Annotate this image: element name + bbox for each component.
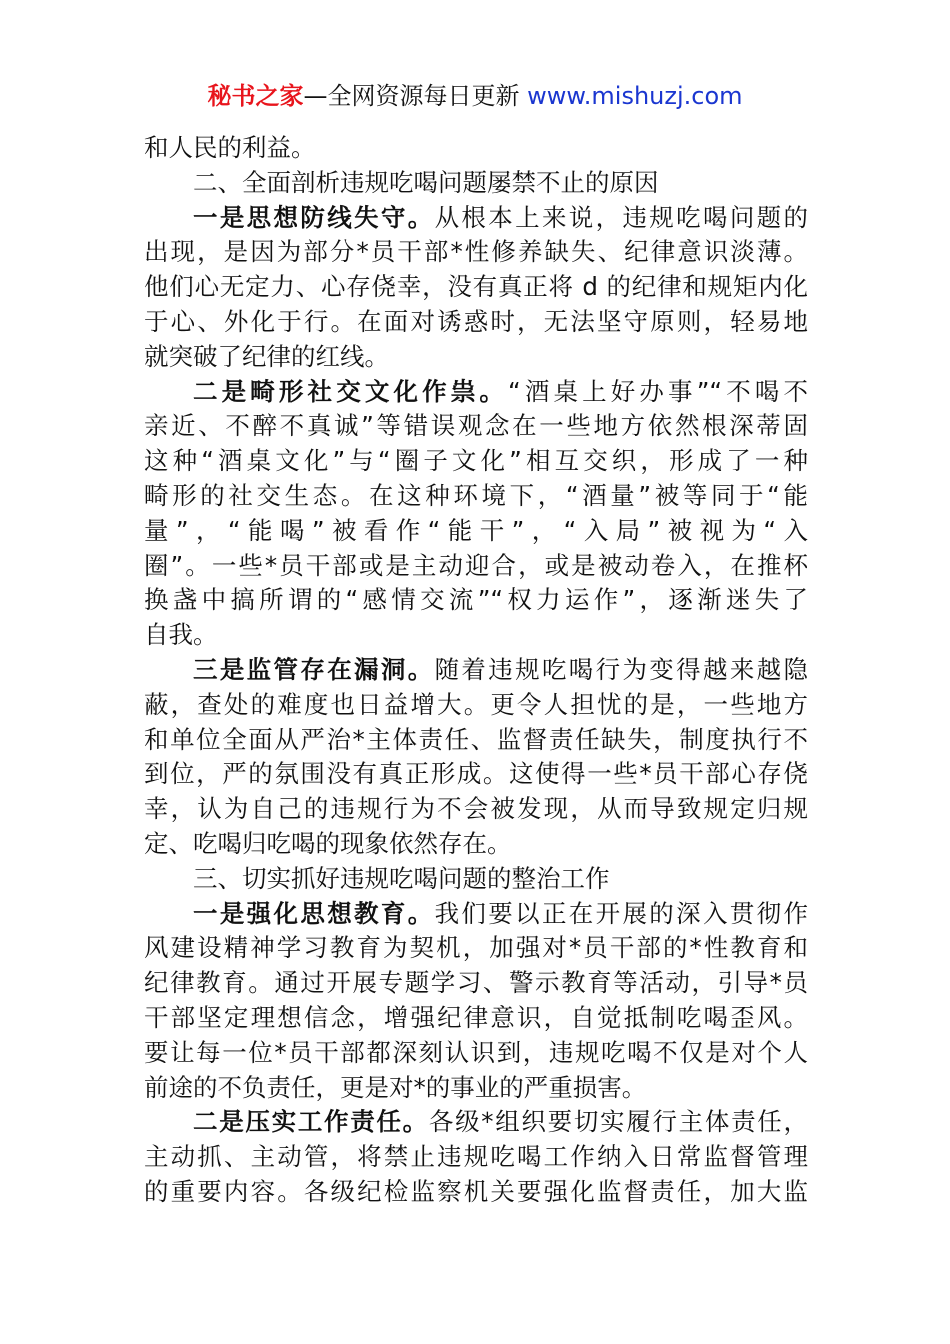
section-heading: 二、全面剖析违规吃喝问题屡禁不止的原因 [193,167,659,197]
paragraph-line: 二是压实工作责任。各级*组织要切实履行主体责任， [193,1107,808,1137]
paragraph-line: 定、吃喝归吃喝的现象依然存在。 [144,828,512,858]
lead-phrase: 一是思想防线失守。 [193,202,435,232]
document-body [144,131,808,1210]
paragraph-line: 风建设精神学习教育为契机，加强对*员干部的*性教育和 [144,933,808,963]
section-heading: 三、切实抓好违规吃喝问题的整治工作 [193,863,610,893]
paragraph-line: 换盏中搞所谓的“感情交流”“权力运作”，逐渐迷失了 [144,585,808,615]
paragraph-line: 于心、外化于行。在面对诱惑时，无法坚守原则，轻易地 [144,306,808,336]
paragraph-line: 的重要内容。各级纪检监察机关要强化监督责任，加大监 [144,1176,808,1206]
site-tagline: —全网资源每日更新 [303,82,520,110]
paragraph-line: 和单位全面从严治*主体责任、监督责任缺失，制度执行不 [144,724,808,754]
paragraph-line: 亲近、不醉不真诚”等错误观念在一些地方依然根深蒂固 [144,411,808,441]
paragraph-line: 圈”。一些*员干部或是主动迎合，或是被动卷入，在推杯 [144,550,808,580]
paragraph-line: 他们心无定力、心存侥幸，没有真正将 d 的纪律和规矩内化 [144,272,808,302]
paragraph-line: 和人民的利益。 [144,133,316,162]
paragraph-line: 干部坚定理想信念，增强纪律意识，自觉抵制吃喝歪风。 [144,1002,808,1032]
paragraph-line: 一是强化思想教育。我们要以正在开展的深入贯彻作 [193,898,809,928]
paragraph-line: 一是思想防线失守。从根本上来说，违规吃喝问题的 [193,202,809,232]
paragraph-line: 量”，“能喝”被看作“能干”，“入局”被视为“入 [144,515,808,545]
paragraph-line: 就突破了纪律的红线。 [144,341,389,371]
paragraph-line: 三是监管存在漏洞。随着违规吃喝行为变得越来越隐 [193,654,809,684]
paragraph-line: 出现，是因为部分*员干部*性修养缺失、纪律意识淡薄。 [144,237,808,267]
paragraph-line: 幸，认为自己的违规行为不会被发现，从而导致规定归规 [144,794,808,824]
site-header [0,80,950,112]
paragraph-line: 二是畸形社交文化作祟。“酒桌上好办事”“不喝不 [193,376,808,406]
paragraph-line: 这种“酒桌文化”与“圈子文化”相互交织，形成了一种 [144,446,808,476]
lead-phrase: 一是强化思想教育。 [193,898,435,928]
paragraph-line: 要让每一位*员干部都深刻认识到，违规吃喝不仅是对个人 [144,1037,808,1067]
paragraph-line: 前途的不负责任，更是对*的事业的严重损害。 [144,1072,647,1102]
paragraph-line: 主动抓、主动管，将禁止违规吃喝工作纳入日常监督管理 [144,1142,808,1172]
lead-phrase: 二是压实工作责任。 [193,1107,429,1137]
paragraph-line: 畸形的社交生态。在这种环境下，“酒量”被等同于“能 [144,480,808,510]
site-brand: 秘书之家 [207,82,304,110]
site-url-link[interactable]: www.mishuzj.com [527,82,743,110]
paragraph-line: 到位，严的氛围没有真正形成。这使得一些*员干部心存侥 [144,759,808,789]
lead-phrase: 二是畸形社交文化作祟。 [193,376,509,406]
paragraph-line: 纪律教育。通过开展专题学习、警示教育等活动，引导*员 [144,968,808,998]
lead-phrase: 三是监管存在漏洞。 [193,654,435,684]
paragraph-line: 蔽，查处的难度也日益增大。更令人担忧的是，一些地方 [144,689,808,719]
paragraph-line: 自我。 [144,620,218,650]
